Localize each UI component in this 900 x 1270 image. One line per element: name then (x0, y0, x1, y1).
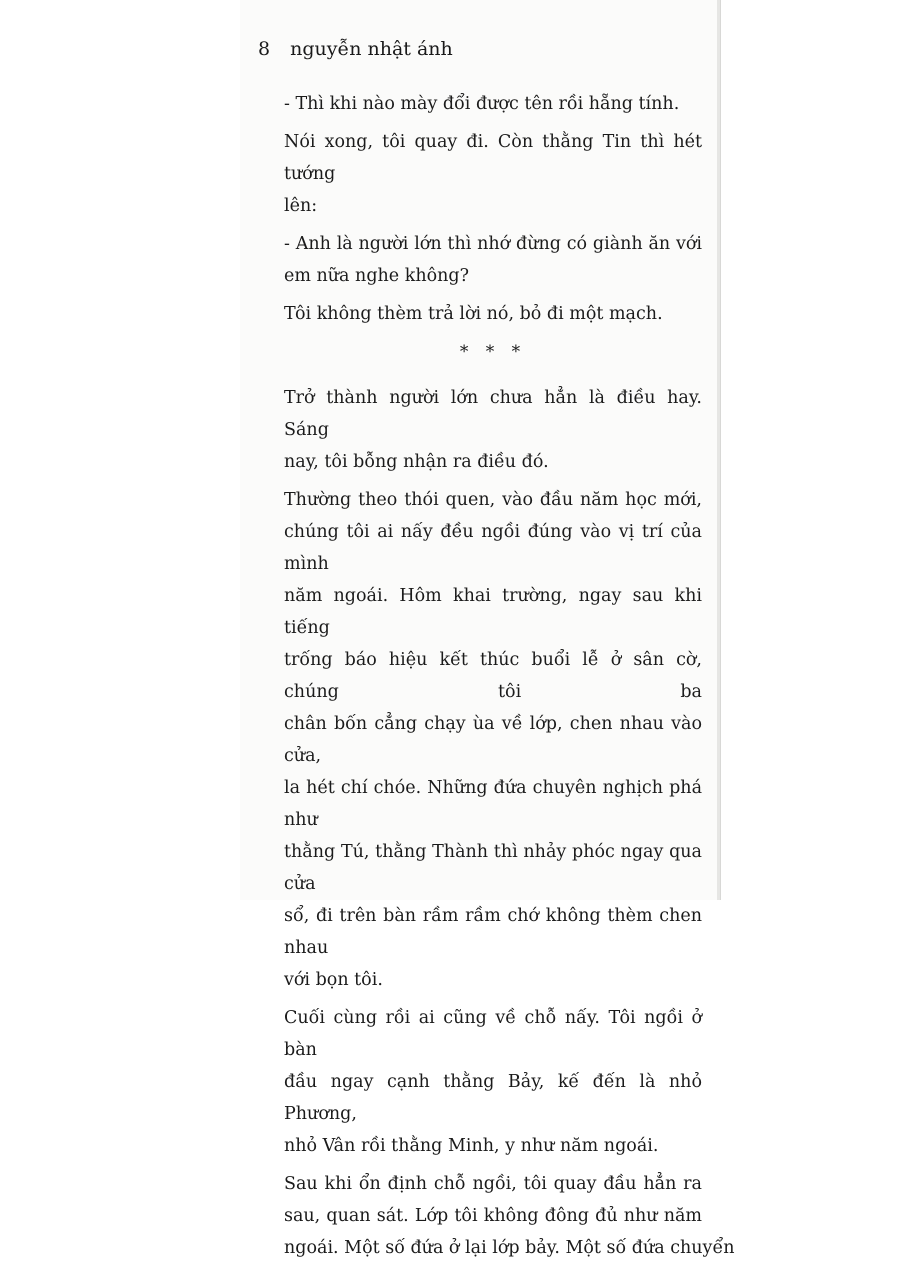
section-separator: * * * (459, 342, 527, 362)
text-line: Thường theo thói quen, vào đầu năm học mới, (284, 490, 702, 510)
text-line: Nói xong, tôi quay đi. Còn thằng Tin thì hét tướng (284, 132, 702, 184)
paragraphs-before-separator (284, 88, 702, 330)
text-line: nhỏ Vân rồi thằng Minh, y như năm ngoái. (284, 1136, 659, 1156)
page-header (258, 38, 453, 60)
text-line: - Thì khi nào mày đổi được tên rồi hẵng tính. (284, 94, 680, 114)
paragraphs-after-separator (284, 382, 735, 1264)
text-line: lên: (284, 196, 318, 216)
text-line: thằng Tú, thằng Thành thì nhảy phóc ngay qua cửa (284, 842, 702, 894)
text-line: ngoái. Một số đứa ở lại lớp bảy. Một số đứa chuyển (284, 1238, 735, 1258)
text-line: la hét chí chóe. Những đứa chuyên nghịch phá như (284, 778, 702, 830)
text-line: nay, tôi bỗng nhận ra điều đó. (284, 452, 549, 472)
text-line: chúng tôi ai nấy đều ngồi đúng vào vị trí của mình (284, 522, 702, 574)
text-line: trống báo hiệu kết thúc buổi lễ ở sân cờ, chúng tôi ba (284, 650, 702, 702)
text-line: với bọn tôi. (284, 970, 383, 990)
paragraph (284, 1002, 702, 1162)
paragraph (284, 1168, 735, 1264)
text-line: Cuối cùng rồi ai cũng về chỗ nấy. Tôi ngồi ở bàn (284, 1008, 702, 1060)
text-line: sổ, đi trên bàn rầm rầm chớ không thèm chen nhau (284, 906, 702, 958)
paragraph (284, 88, 702, 120)
paragraph (284, 298, 702, 330)
text-line: sau, quan sát. Lớp tôi không đông đủ như năm (284, 1206, 702, 1226)
author-name: nguyễn nhật ánh (290, 38, 453, 60)
text-line: em nữa nghe không? (284, 266, 469, 286)
text-line: Sau khi ổn định chỗ ngồi, tôi quay đầu hẳn ra (284, 1174, 702, 1194)
paragraph (284, 484, 702, 996)
paragraph (284, 382, 702, 478)
text-line: Trở thành người lớn chưa hẳn là điều hay. Sáng (284, 388, 702, 440)
paragraph (284, 126, 702, 222)
text-line: Tôi không thèm trả lời nó, bỏ đi một mạch. (284, 304, 663, 324)
page-number: 8 (258, 38, 271, 60)
text-line: năm ngoái. Hôm khai trường, ngay sau khi tiếng (284, 586, 702, 638)
text-line: - Anh là người lớn thì nhớ đừng có giành ăn với (284, 234, 702, 254)
text-line: chân bốn cẳng chạy ùa về lớp, chen nhau vào cửa, (284, 714, 702, 766)
text-line: đầu ngay cạnh thằng Bảy, kế đến là nhỏ Phương, (284, 1072, 702, 1124)
paragraph (284, 228, 702, 292)
body-text (284, 88, 735, 1270)
